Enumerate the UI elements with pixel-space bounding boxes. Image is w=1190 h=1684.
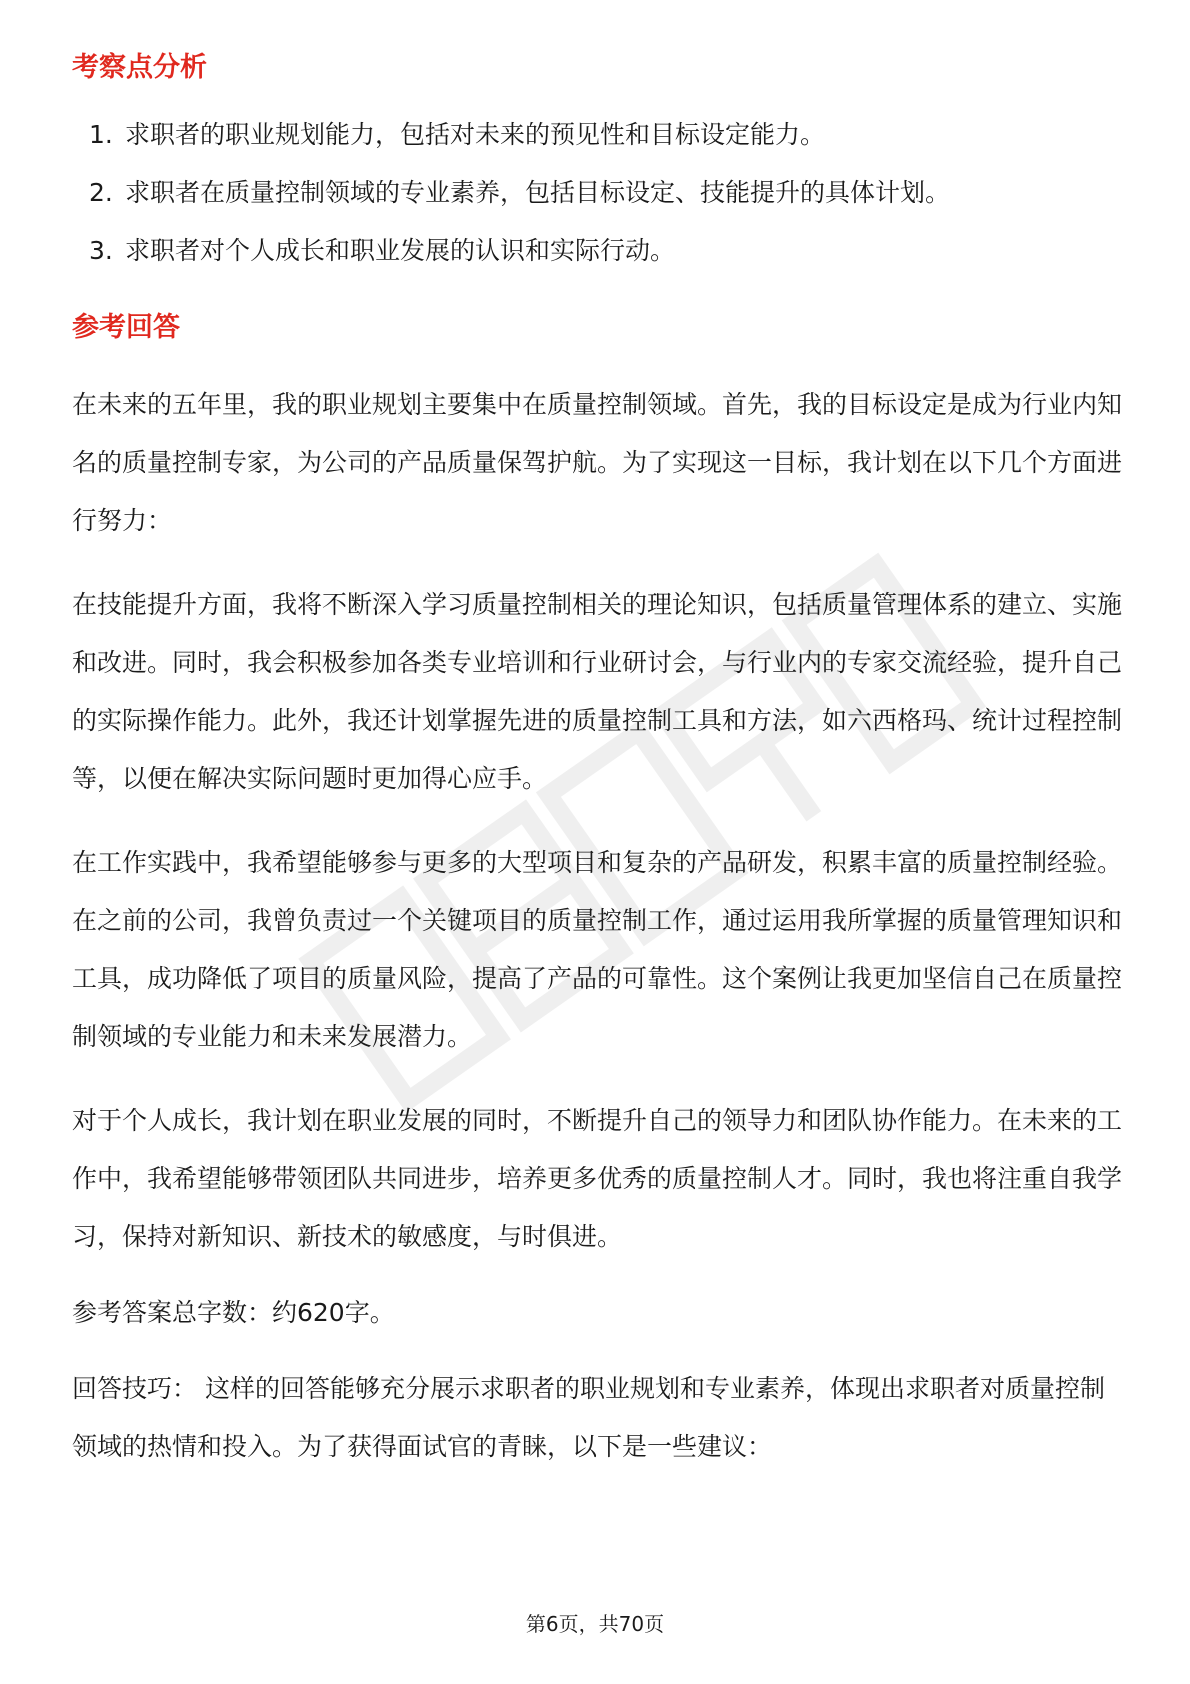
analysis-list [72, 106, 1122, 280]
page-number-footer: 第6页，共70页 [525, 1612, 665, 1636]
list-item-text: 求职者的职业规划能力，包括对未来的预见性和目标设定能力。 [125, 120, 826, 149]
list-item-number: 3. [89, 236, 113, 265]
answer-paragraph-intro: 在未来的五年里，我的职业规划主要集中在质量控制领域。首先，我的目标设定是成为行业内知名的质量控制专家，为公司的产品质量保驾护航。为了实现这一目标，我计划在以下几个方面进行努力： [72, 390, 1123, 535]
answer-paragraph-skills: 在技能提升方面，我将不断深入学习质量控制相关的理论知识，包括质量管理体系的建立、实施和改进。同时，我会积极参加各类专业培训和行业研讨会，与行业内的专家交流经验，提升自己的实际操作能力。此外，我还计划掌握先进的质量控制工具和方法，如六西格玛、统计过程控制等，以便在解决实际问题时更加得心应手。 [72, 590, 1123, 793]
list-item-text: 求职者在质量控制领域的专业素养，包括目标设定、技能提升的具体计划。 [125, 178, 951, 207]
answer-heading: 参考回答 [72, 312, 180, 343]
answer-paragraph-practice: 在工作实践中，我希望能够参与更多的大型项目和复杂的产品研发，积累丰富的质量控制经验。在之前的公司，我曾负责过一个关键项目的质量控制工作，通过运用我所掌握的质量管理知识和工具，成功降低了项目的质量风险，提高了产品的可靠性。这个案例让我更加坚信自己在质量控制领域的专业能力和未来发展潜力。 [72, 848, 1123, 1051]
list-item [72, 106, 1122, 164]
word-count-note: 参考答案总字数：约620字。 [72, 1298, 395, 1327]
list-item-number: 1. [89, 120, 113, 149]
list-item [72, 222, 1122, 280]
document-page [72, 48, 1122, 1476]
list-item-number: 2. [89, 178, 113, 207]
list-item-text: 求职者对个人成长和职业发展的认识和实际行动。 [125, 236, 676, 265]
list-item [72, 164, 1122, 222]
answer-tips: 回答技巧： 这样的回答能够充分展示求职者的职业规划和专业素养，体现出求职者对质量控制领域的热情和投入。为了获得面试官的青睐，以下是一些建议： [72, 1374, 1105, 1461]
answer-paragraph-growth: 对于个人成长，我计划在职业发展的同时，不断提升自己的领导力和团队协作能力。在未来的工作中，我希望能够带领团队共同进步，培养更多优秀的质量控制人才。同时，我也将注重自我学习，保持对新知识、新技术的敏感度，与时俱进。 [72, 1106, 1123, 1251]
analysis-heading: 考察点分析 [72, 52, 207, 83]
